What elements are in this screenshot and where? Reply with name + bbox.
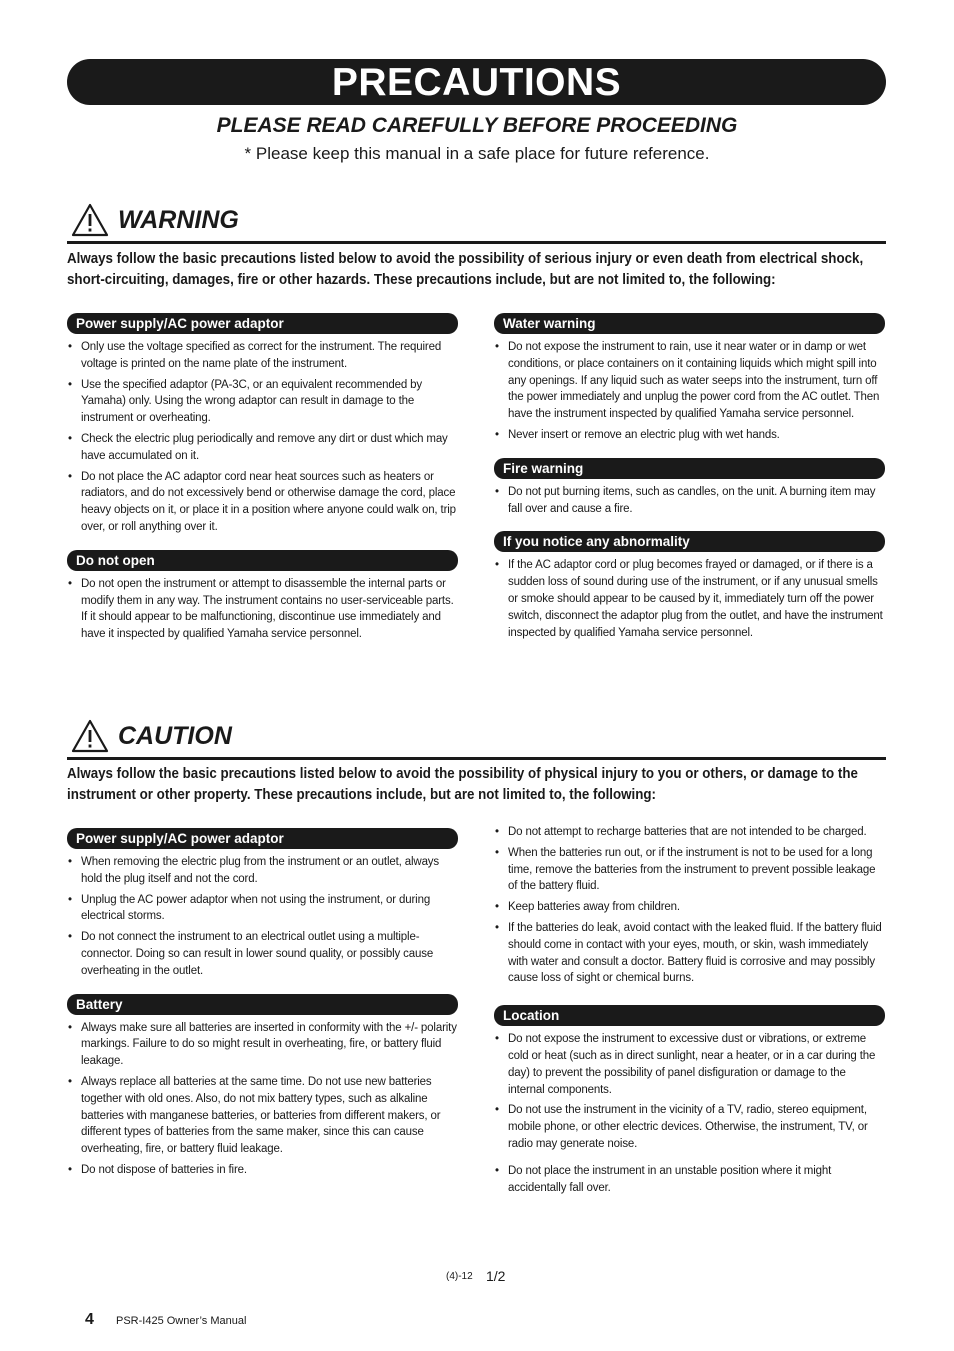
document-code: (4)-12 xyxy=(446,1271,473,1282)
warning-right-column xyxy=(494,313,885,645)
page-subtitle: PLEASE READ CAREFULLY BEFORE PROCEEDING xyxy=(216,114,738,137)
list-item: • Do not open the instrument or attempt to disassemble the internal parts or modify them in any way. The instrument contains no user-serviceable parts. If it should appear to be malfunctioning, discontinue use immediately and have it inspected by qualified Yamaha service personnel. xyxy=(67,576,458,643)
list-item: • Unplug the AC power adaptor when not using the instrument, or during electrical storms. xyxy=(67,892,458,926)
list-item: • Keep batteries away from children. xyxy=(494,899,885,916)
section-title: Power supply/AC power adaptor xyxy=(67,313,458,334)
section-title: Do not open xyxy=(67,550,458,571)
caution-left-column xyxy=(67,828,458,1183)
warning-heading xyxy=(67,203,886,244)
reference-note: * Please keep this manual in a safe place for future reference. xyxy=(244,144,710,163)
list-item: • If the batteries do leak, avoid contact with the leaked fluid. If the battery fluid should come in contact with your eyes, mouth, or skin, wash immediately with water and consult a doctor. Battery fluid is corrosive and may possibly cause loss of sight or chemical burns. xyxy=(494,920,885,987)
caution-heading xyxy=(67,719,886,760)
bullet-list xyxy=(494,1031,885,1196)
warning-triangle-icon xyxy=(71,203,109,237)
warning-intro xyxy=(67,249,864,291)
page-title: PRECAUTIONS xyxy=(331,61,622,104)
bullet-list xyxy=(67,854,458,980)
section-title: If you notice any abnormality xyxy=(494,531,885,552)
list-item: • Do not expose the instrument to excessive dust or vibrations, or extreme cold or heat (such as in direct sunlight, near a heater, or in a car during the day) to prevent the possibility of panel disfiguration or damage to the internal components. xyxy=(494,1031,885,1098)
caution-intro-text: Always follow the basic precautions listed below to avoid the possibility of physical injury to you or others, or damage to the instrument or other property. These precautions include, but are not limited to, the following: xyxy=(67,766,858,803)
section-title: Battery xyxy=(67,994,458,1015)
list-item: • Never insert or remove an electric plug with wet hands. xyxy=(494,427,885,444)
bullet-list xyxy=(67,576,458,643)
list-item: • Use the specified adaptor (PA-3C, or an equivalent recommended by Yamaha) only. Using the wrong adaptor can result in damage to the instrument or overheating. xyxy=(67,377,458,427)
bullet-list xyxy=(67,339,458,536)
warning-label: WARNING xyxy=(118,206,239,234)
bullet-list xyxy=(67,1020,458,1179)
caution-intro xyxy=(67,764,858,806)
bullet-list xyxy=(494,339,885,444)
list-item: • Do not use the instrument in the vicinity of a TV, radio, stereo equipment, mobile phone, or other electric devices. Otherwise, the instrument, TV, or radio may generate noise. xyxy=(494,1102,885,1152)
list-item: • When removing the electric plug from the instrument or an outlet, always hold the plug itself and not the cord. xyxy=(67,854,458,888)
section-title: Water warning xyxy=(494,313,885,334)
list-item: • When the batteries run out, or if the instrument is not to be used for a long time, remove the batteries from the instrument to prevent possible leakage of the battery fluid. xyxy=(494,845,885,895)
manual-name: PSR-I425 Owner’s Manual xyxy=(116,1315,247,1327)
bullet-list xyxy=(494,824,885,987)
bullet-list xyxy=(494,557,885,641)
list-item: • Do not expose the instrument to rain, use it near water or in damp or wet conditions, or place containers on it containing liquids which might spill into any openings. If any liquid such as water seeps into the instrument, turn off the power immediately and unplug the power cord from the AC outlet. Then have the instrument inspected by qualified Yamaha service personnel. xyxy=(494,339,885,423)
list-item: • Do not place the AC adaptor cord near heat sources such as heaters or radiators, and do not excessively bend or otherwise damage the cord, place heavy objects on it, or place it in a position where anyone could walk on, trip over, or roll anything over it. xyxy=(67,469,458,536)
list-item: • Do not connect the instrument to an electrical outlet using a multiple-connector. Doing so can result in lower sound quality, or possibly cause overheating in the outlet. xyxy=(67,929,458,979)
section-title: Fire warning xyxy=(494,458,885,479)
list-item: • Do not dispose of batteries in fire. xyxy=(67,1162,458,1179)
list-item: • Do not attempt to recharge batteries that are not intended to be charged. xyxy=(494,824,885,841)
caution-label: CAUTION xyxy=(118,722,232,750)
list-item: • Do not place the instrument in an unstable position where it might accidentally fall over. xyxy=(494,1163,885,1197)
caution-triangle-icon xyxy=(71,719,109,753)
page-of-count: 1/2 xyxy=(486,1268,506,1284)
bullet-list xyxy=(494,484,885,518)
warning-intro-text: Always follow the basic precautions listed below to avoid the possibility of serious injury or even death from electrical shock, short-circuiting, damages, fire or other hazards. These precautions include, but are not limited to, the following: xyxy=(67,251,864,288)
section-title: Power supply/AC power adaptor xyxy=(67,828,458,849)
warning-left-column xyxy=(67,313,458,647)
list-item: • Always make sure all batteries are inserted in conformity with the +/- polarity markings. Failure to do so might result in overheating, fire, or battery fluid leakage. xyxy=(67,1020,458,1070)
list-item: • Do not put burning items, such as candles, on the unit. A burning item may fall over and cause a fire. xyxy=(494,484,885,518)
list-item: • Only use the voltage specified as correct for the instrument. The required voltage is printed on the name plate of the instrument. xyxy=(67,339,458,373)
caution-right-column xyxy=(494,824,885,1200)
list-item: • Check the electric plug periodically and remove any dirt or dust which may have accumulated on it. xyxy=(67,431,458,465)
section-title: Location xyxy=(494,1005,885,1026)
list-item: • Always replace all batteries at the same time. Do not use new batteries together with old ones. Also, do not mix battery types, such as alkaline batteries with manganese batteries, or batteries from different makers, or different types of batteries from the same maker, since this can cause overheating, fire, or battery fluid leakage. xyxy=(67,1074,458,1158)
page-number: 4 xyxy=(85,1311,94,1328)
list-item: • If the AC adaptor cord or plug becomes frayed or damaged, or if there is a sudden loss of sound during use of the instrument, or if any unusual smells or smoke should appear to be caused by it, immediately turn off the power switch, disconnect the adaptor plug from the outlet, and have the instrument inspected by qualified Yamaha service personnel. xyxy=(494,557,885,641)
title-banner xyxy=(67,59,886,105)
